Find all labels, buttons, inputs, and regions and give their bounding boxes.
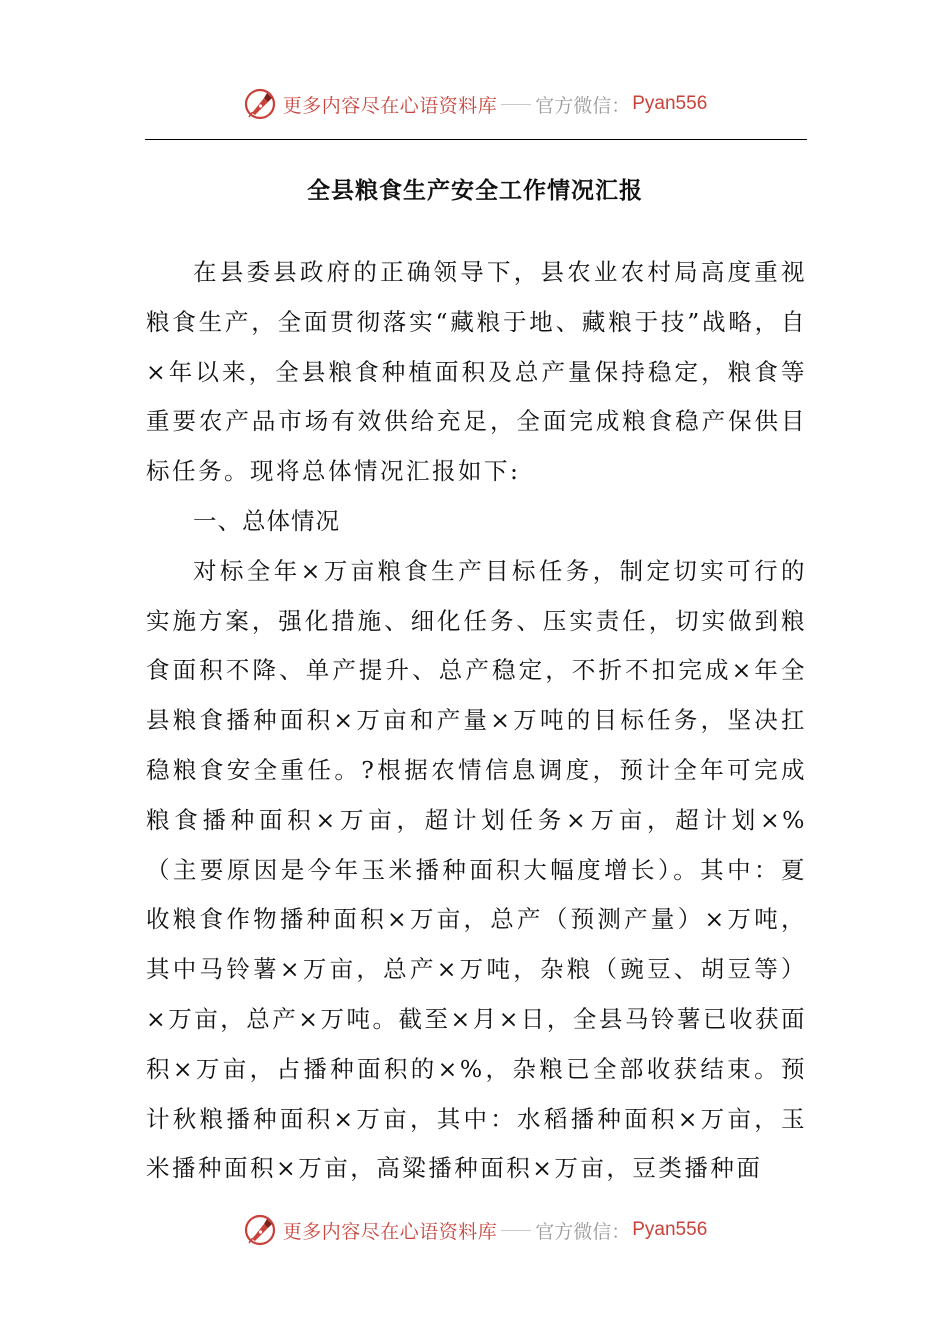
header-divider (145, 139, 807, 140)
watermark-contact-label: 官方微信： (535, 94, 631, 117)
watermark-dash (501, 1230, 531, 1231)
watermark-site-text: 更多内容尽在心语资料库 (282, 94, 498, 117)
watermark-dash (501, 104, 531, 105)
pen-nib-logo-icon (243, 87, 277, 121)
document-body (146, 248, 807, 1194)
section-paragraph: 对标全年×万亩粮食生产目标任务，制定切实可行的实施方案，强化措施、细化任务、压实责任，切实做到粮食面积不降、单产提升、总产稳定，不折不扣完成×年全县粮食播种面积×万亩和产量×万吨的目标任务，坚决扛稳粮食安全重任。?根据农情信息调度，预计全年可完成粮食播种面积×万亩，超计划任务×万亩，超计划×%（主要原因是今年玉米播种面积大幅度增长）。其中：夏收粮食作物播种面积×万亩，总产（预测产量）×万吨，其中马铃薯×万亩，总产×万吨，杂粮（豌豆、胡豆等）×万亩，总产×万吨。截至×月×日，全县马铃薯已收获面积×万亩，占播种面积的×%，杂粮已全部收获结束。预计秋粮播种面积×万亩，其中：水稻播种面积×万亩，玉米播种面积×万亩，高粱播种面积×万亩，豆类播种面 (146, 556, 807, 1183)
intro-paragraph: 在县委县政府的正确领导下，县农业农村局高度重视粮食生产，全面贯彻落实“藏粮于地、藏粮于技”战略，自×年以来，全县粮食种植面积及总产量保持稳定，粮食等重要农产品市场有效供给充足，全面完成粮食稳产保供目标任务。现将总体情况汇报如下: (146, 258, 807, 486)
document-title: 全县粮食生产安全工作情况汇报 (307, 178, 643, 204)
watermark-contact-id: Pyan556 (632, 1219, 708, 1240)
watermark-contact-label: 官方微信： (535, 1220, 631, 1243)
watermark-contact-id: Pyan556 (632, 93, 708, 114)
pen-nib-logo-icon (243, 1213, 277, 1247)
footer-watermark (0, 1208, 950, 1252)
watermark-site-text: 更多内容尽在心语资料库 (282, 1220, 498, 1243)
header-watermark (0, 82, 950, 126)
section-heading: 一、总体情况 (193, 506, 340, 535)
